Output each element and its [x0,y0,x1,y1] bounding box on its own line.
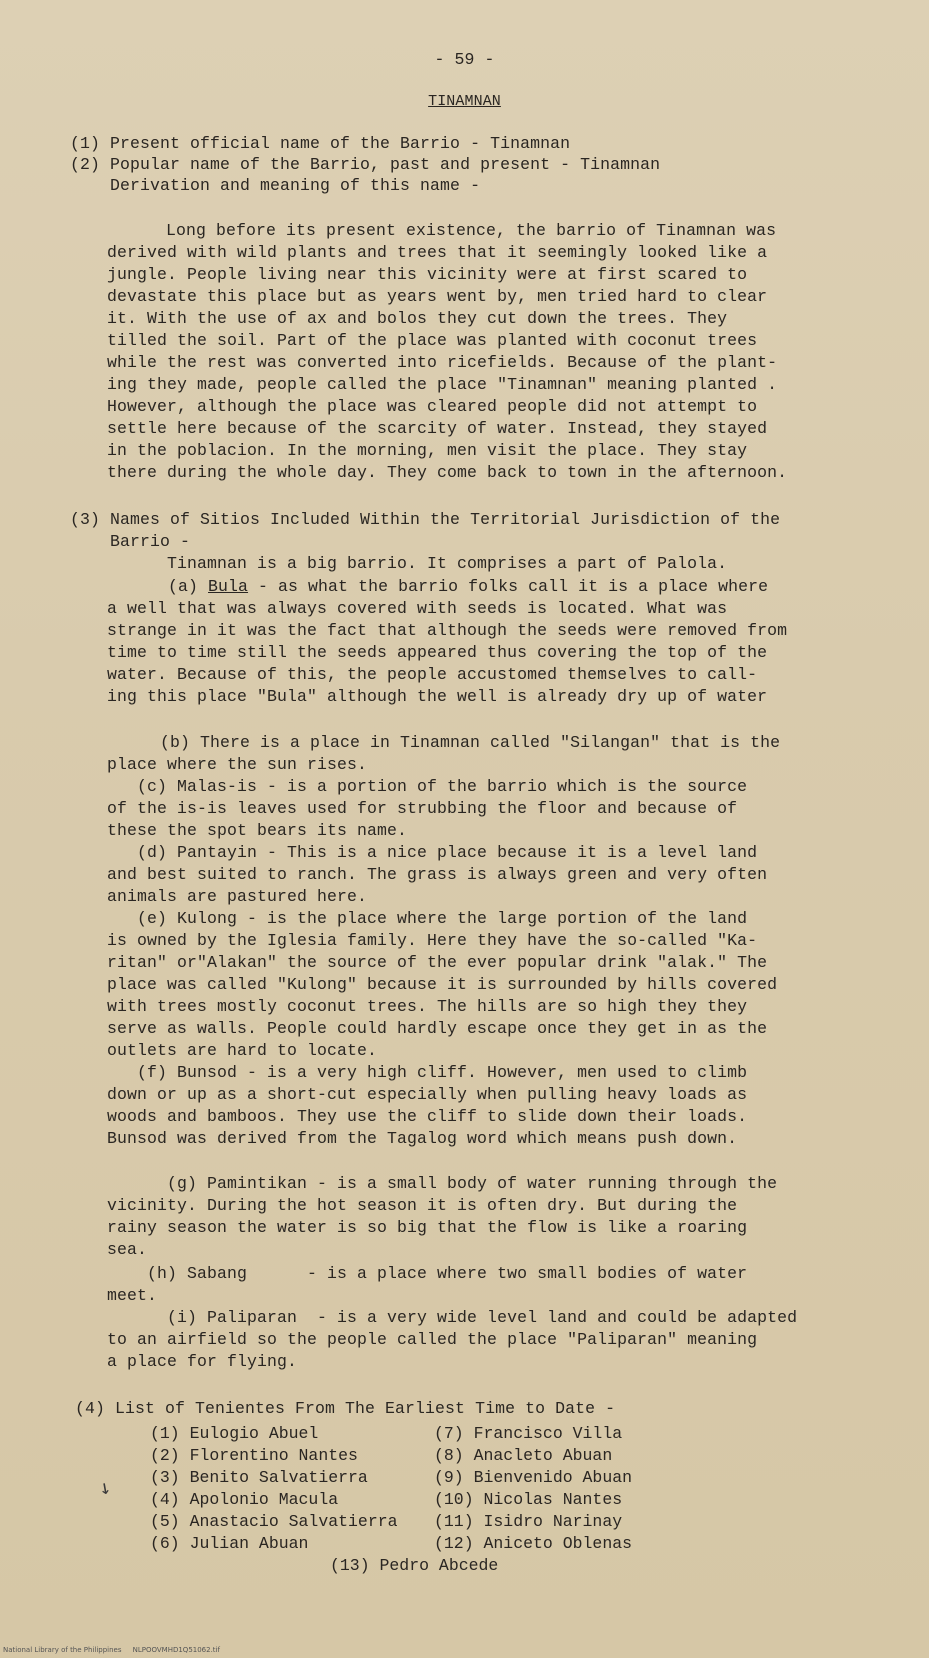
paragraph-line: However, although the place was cleared people did not attempt to [107,397,758,416]
sitio-line: of the is-is leaves used for strubbing the floor and because of [107,799,738,818]
sitio-line: (g) Pamintikan - is a small body of water running through the [107,1174,778,1193]
teniente-last: (13) Pedro Abcede [330,1556,499,1575]
pencil-mark-icon: ↘ [93,1475,117,1502]
teniente-name: (6) Julian Abuan [150,1534,309,1553]
sitio-line: vicinity. During the hot season it is often dry. But during the [107,1196,738,1215]
sitio-line: and best suited to ranch. The grass is always green and very often [107,865,768,884]
teniente-name: (7) Francisco Villa [434,1424,623,1443]
tenientes-row [150,1467,710,1489]
teniente-name: (4) Apolonio Macula [150,1490,339,1509]
sitio-line: (d) Pantayin - This is a nice place because it is a level land [107,843,758,862]
section-3-heading: (3) Names of Sitios Included Within the Territorial Jurisdiction of the [70,510,781,529]
sitio-line: is owned by the Iglesia family. Here they have the so-called "Ka- [107,931,758,950]
sitio-line: meet. [107,1286,158,1305]
sitio-a-line: ing this place "Bula" although the well is already dry up of water [107,687,768,706]
tenientes-row [150,1489,710,1511]
section-3-heading-cont: Barrio - [70,532,191,551]
teniente-name: (3) Benito Salvatierra [150,1468,368,1487]
sitio-a-line: time to time still the seeds appeared thus covering the top of the [107,643,768,662]
paragraph-line: jungle. People living near this vicinity were at first scared to [107,265,748,284]
paragraph-line: settle here because of the scarcity of water. Instead, they stayed [107,419,768,438]
intro-line-3: Derivation and meaning of this name - [70,176,481,195]
tenientes-row [150,1533,710,1555]
teniente-name: (2) Florentino Nantes [150,1446,358,1465]
sitio-line: (b) There is a place in Tinamnan called "Silangan" that is the [160,733,781,752]
sitio-line: (f) Bunsod - is a very high cliff. However, men used to climb [107,1063,748,1082]
paragraph-line: while the rest was converted into ricefields. Because of the plant- [107,353,778,372]
paragraph-line: in the poblacion. In the morning, men visit the place. They stay [107,441,748,460]
sitio-line: these the spot bears its name. [107,821,408,840]
intro-line-2: (2) Popular name of the Barrio, past and present - Tinamnan [70,155,661,174]
sitio-a-text: - as what the barrio folks call it is a place where [248,577,769,596]
teniente-name: (1) Eulogio Abuel [150,1424,319,1443]
sitio-line: a place for flying. [107,1352,298,1371]
sitio-line: serve as walls. People could hardly escape once they get in as the [107,1019,768,1038]
page-number: - 59 - [434,50,495,69]
paragraph-line: devastate this place but as years went by, men tried hard to clear [107,287,768,306]
teniente-name: (12) Aniceto Oblenas [434,1534,633,1553]
sitio-line: outlets are hard to locate. [107,1041,378,1060]
tenientes-row [150,1423,710,1445]
paragraph-line: Long before its present existence, the barrio of Tinamnan was [166,221,777,240]
sitio-line: place was called "Kulong" because it is surrounded by hills covered [107,975,778,994]
sitio-line: to an airfield so the people called the place "Paliparan" meaning [107,1330,758,1349]
sitio-line: sea. [107,1240,148,1259]
sitio-line: down or up as a short-cut especially when pulling heavy loads as [107,1085,748,1104]
sitio-line: (c) Malas-is - is a portion of the barrio which is the source [107,777,748,796]
paragraph-line: it. With the use of ax and bolos they cut down the trees. They [107,309,728,328]
intro-line-1: (1) Present official name of the Barrio - Tinamnan [70,134,571,153]
teniente-name: (10) Nicolas Nantes [434,1490,623,1509]
paragraph-line: there during the whole day. They come back to town in the afternoon. [107,463,788,482]
sitio-line: ritan" or"Alakan" the source of the ever popular drink "alak." The [107,953,768,972]
sitio-line: (e) Kulong - is the place where the large portion of the land [107,909,748,928]
sitio-line: Bunsod was derived from the Tagalog word which means push down. [107,1129,738,1148]
section-3-intro: Tinamnan is a big barrio. It comprises a part of Palola. [107,554,728,573]
paragraph-line: derived with wild plants and trees that it seemingly looked like a [107,243,768,262]
tenientes-heading: (4) List of Tenientes From The Earliest Time to Date - [75,1399,616,1418]
paragraph-line: tilled the soil. Part of the place was planted with coconut trees [107,331,758,350]
sitio-a-name: Bula [208,577,249,596]
sitio-line: (h) Sabang - is a place where two small bodies of water [107,1264,748,1283]
sitio-line: (i) Paliparan - is a very wide level land and could be adapted [107,1308,798,1327]
sitio-line: with trees mostly coconut trees. The hills are so high they they [107,997,748,1016]
sitio-line: animals are pastured here. [107,887,368,906]
sitio-line: place where the sun rises. [107,755,368,774]
sitio-line: rainy season the water is so big that the flow is like a roaring [107,1218,748,1237]
teniente-name: (5) Anastacio Salvatierra [150,1512,398,1531]
archive-footer: National Library of the Philippines NLPOOVMHD1Q51062.tif [3,1646,220,1654]
tenientes-row [150,1445,710,1467]
page-title: TINAMNAN [428,93,501,110]
sitio-a-line: water. Because of this, the people accustomed themselves to call- [107,665,758,684]
sitio-line: woods and bamboos. They use the cliff to slide down their loads. [107,1107,748,1126]
teniente-name: (8) Anacleto Abuan [434,1446,613,1465]
paragraph-line: ing they made, people called the place "Tinamnan" meaning planted . [107,375,778,394]
teniente-name: (11) Isidro Narinay [434,1512,623,1531]
tenientes-row [150,1511,710,1533]
sitio-a-line: strange in it was the fact that although the seeds were removed from [107,621,788,640]
sitio-a-label: (a) [168,577,199,596]
sitio-a-line [168,577,768,597]
sitio-a-line: a well that was always covered with seeds is located. What was [107,599,728,618]
teniente-name: (9) Bienvenido Abuan [434,1468,633,1487]
tenientes-list [150,1423,710,1555]
